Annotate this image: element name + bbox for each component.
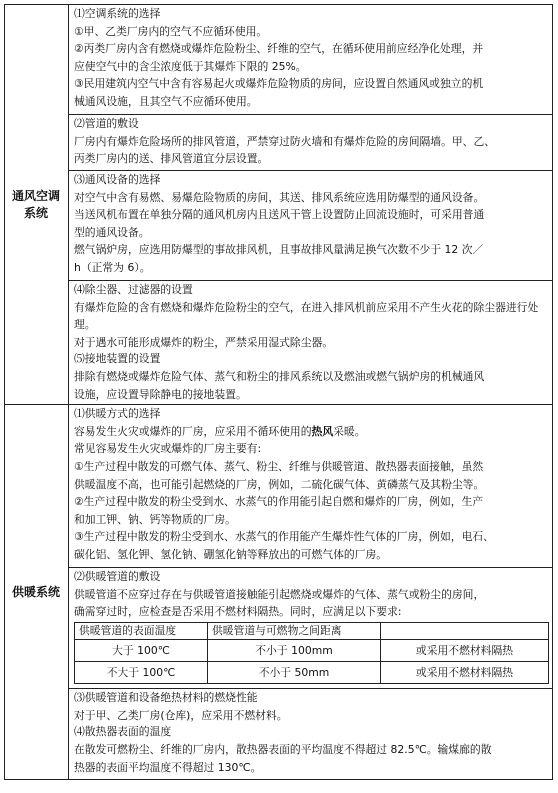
text-line: 在散发可燃粉尘、纤维的厂房内，散热器表面的平均温度不得超过 82.5℃。输煤廊的散 — [74, 742, 492, 756]
text-line: 丙类厂房内的送、排风管道宜分层设置。 — [74, 152, 269, 166]
text-line: 有爆炸危险的含有燃烧和爆炸危险粉尘的空气，在进入排风机前应采用不产生火花的除尘器进行处理。 — [74, 300, 539, 332]
document-page — [4, 4, 553, 789]
text-line: 热器的表面平均温度不得超过 130℃。 — [74, 760, 262, 774]
ventilation-cell-4 — [69, 281, 553, 405]
text-line: 厂房内有爆炸危险场所的排风管道，严禁穿过防火墙和有爆炸危险的房间隔墙。甲、乙、 — [74, 134, 496, 148]
text-line: ③民用建筑内空气中含有容易起火或爆炸危险物质的房间，应设置自然通风或独立的机 — [74, 77, 484, 91]
table-header: 供暖管道与可燃物之间距离 — [208, 622, 381, 639]
text-line: 应使空气中的含尘浓度低于其爆炸下限的 25%。 — [74, 59, 307, 73]
text-segment: 容易发生火灾或爆炸的厂房，应采用不循环使用的 — [74, 424, 312, 438]
table-header — [381, 622, 549, 639]
text-line: ②丙类厂房内含有燃烧或爆炸危险粉尘、纤维的空气，在循环使用前应经净化处理，并 — [74, 42, 484, 56]
text-line: h（正常为 6）。 — [74, 260, 151, 274]
heating-cell-2 — [69, 568, 553, 689]
text-line: 对空气中含有易燃、易爆危险物质的房间，其送、排风系统应选用防爆型的通风设备。 — [74, 190, 485, 204]
text-line: 供暖管道不应穿过存在与供暖管道接触能引起燃烧或爆炸的气体、蒸气或粉尘的房间， — [74, 587, 485, 601]
table-header-row — [75, 622, 549, 639]
category-ventilation: 通风空调系统 — [5, 5, 69, 405]
text-line: 确需穿过时，应检查是否采用不燃材料隔热。同时，应满足以下要求: — [74, 605, 402, 619]
fire-safety-table — [4, 4, 553, 780]
text-line: 当送风机布置在单独分隔的通风机房内且送风干管上设置防止回流设施时，可采用普通 — [74, 208, 485, 222]
pipe-distance-table — [74, 622, 549, 684]
text-line: 常见容易发生火灾或爆炸的厂房主要有: — [74, 442, 262, 456]
heating-cell-3 — [69, 689, 553, 780]
section-heading: ⑴空调系统的选择 — [74, 7, 161, 20]
table-row — [5, 171, 553, 281]
category-heating: 供暖系统 — [5, 405, 69, 780]
text-line — [74, 423, 546, 441]
text-line: 排除有燃烧或爆炸危险气体、蒸气和粉尘的排风系统以及燃油或燃气锅炉房的机械通风 — [74, 369, 485, 383]
text-line: ②生产过程中散发的粉尘受到水、水蒸气的作用能引起自燃和爆炸的厂房，例如，生产 — [74, 495, 484, 509]
table-row — [5, 405, 553, 568]
section-heading: ⑵管道的敷设 — [74, 117, 139, 130]
table-row — [5, 568, 553, 689]
section-heading: ⑵供暖管道的敷设 — [74, 570, 161, 584]
text-line: ①甲、乙类厂房内的空气不应循环使用。 — [74, 24, 268, 38]
text-segment: 采暖。 — [333, 424, 366, 438]
text-line: ③生产过程中散发的粉尘受到水、水蒸气的作用能产生爆炸性气体的厂房，例如，电石、 — [74, 530, 494, 544]
ventilation-cell-2 — [69, 115, 553, 171]
section-heading: ⑷除尘器、过滤器的设置 — [74, 283, 193, 296]
table-cell: 不小于 100mm — [208, 640, 381, 662]
table-cell: 或采用不燃材料隔热 — [381, 662, 549, 684]
ventilation-cell-1 — [69, 5, 553, 115]
section-heading: ⑶通风设备的选择 — [74, 173, 161, 186]
text-line: 对于遇水可能形成爆炸的粉尘，严禁采用湿式除尘器。 — [74, 335, 334, 349]
text-line: 型的通风设备。 — [74, 225, 150, 239]
table-row — [5, 5, 553, 115]
section-heading: ⑴供暖方式的选择 — [74, 407, 161, 421]
section-heading: ⑶供暖管道和设备绝热材料的燃烧性能 — [74, 691, 258, 705]
table-row — [75, 640, 549, 662]
text-line: 供暖温度不高，也可能引起燃烧的厂房，例如，二硫化碳气体、黄磷蒸气及其粉尘等。 — [74, 477, 485, 491]
table-row — [5, 689, 553, 780]
section-heading: ⑷散热器表面的温度 — [74, 725, 172, 739]
text-line: 对于甲、乙类厂房(仓库)，应采用不燃材料。 — [74, 708, 288, 722]
table-row — [75, 662, 549, 684]
text-line: 和加工钾、钠、钙等物质的厂房。 — [74, 512, 236, 526]
text-line: ①生产过程中散发的可燃气体、蒸气、粉尘、纤维与供暖管道、散热器表面接触，虽然 — [74, 459, 484, 473]
table-cell: 大于 100℃ — [75, 640, 208, 662]
table-cell: 不小于 50mm — [208, 662, 381, 684]
text-line: 燃气锅炉房，应选用防爆型的事故排风机，且事故排风量满足换气次数不少于 12 次／ — [74, 243, 484, 257]
table-row — [5, 281, 553, 405]
text-line: 械通风设施，且其空气不应循环使用。 — [74, 94, 258, 108]
emphasis-text: 热风 — [311, 424, 334, 438]
text-line: 设施，应设置导除静电的接地装置。 — [74, 387, 247, 401]
section-heading: ⑸接地装置的设置 — [74, 352, 161, 366]
heating-cell-1 — [69, 405, 553, 568]
table-header: 供暖管道的表面温度 — [75, 622, 208, 639]
table-row — [5, 115, 553, 171]
table-cell: 或采用不燃材料隔热 — [381, 640, 549, 662]
ventilation-cell-3 — [69, 171, 553, 281]
text-line: 碳化铝、氢化钾、氢化钠、硼氢化钠等释放出的可燃气体的厂房。 — [74, 547, 388, 561]
table-cell: 不大于 100℃ — [75, 662, 208, 684]
